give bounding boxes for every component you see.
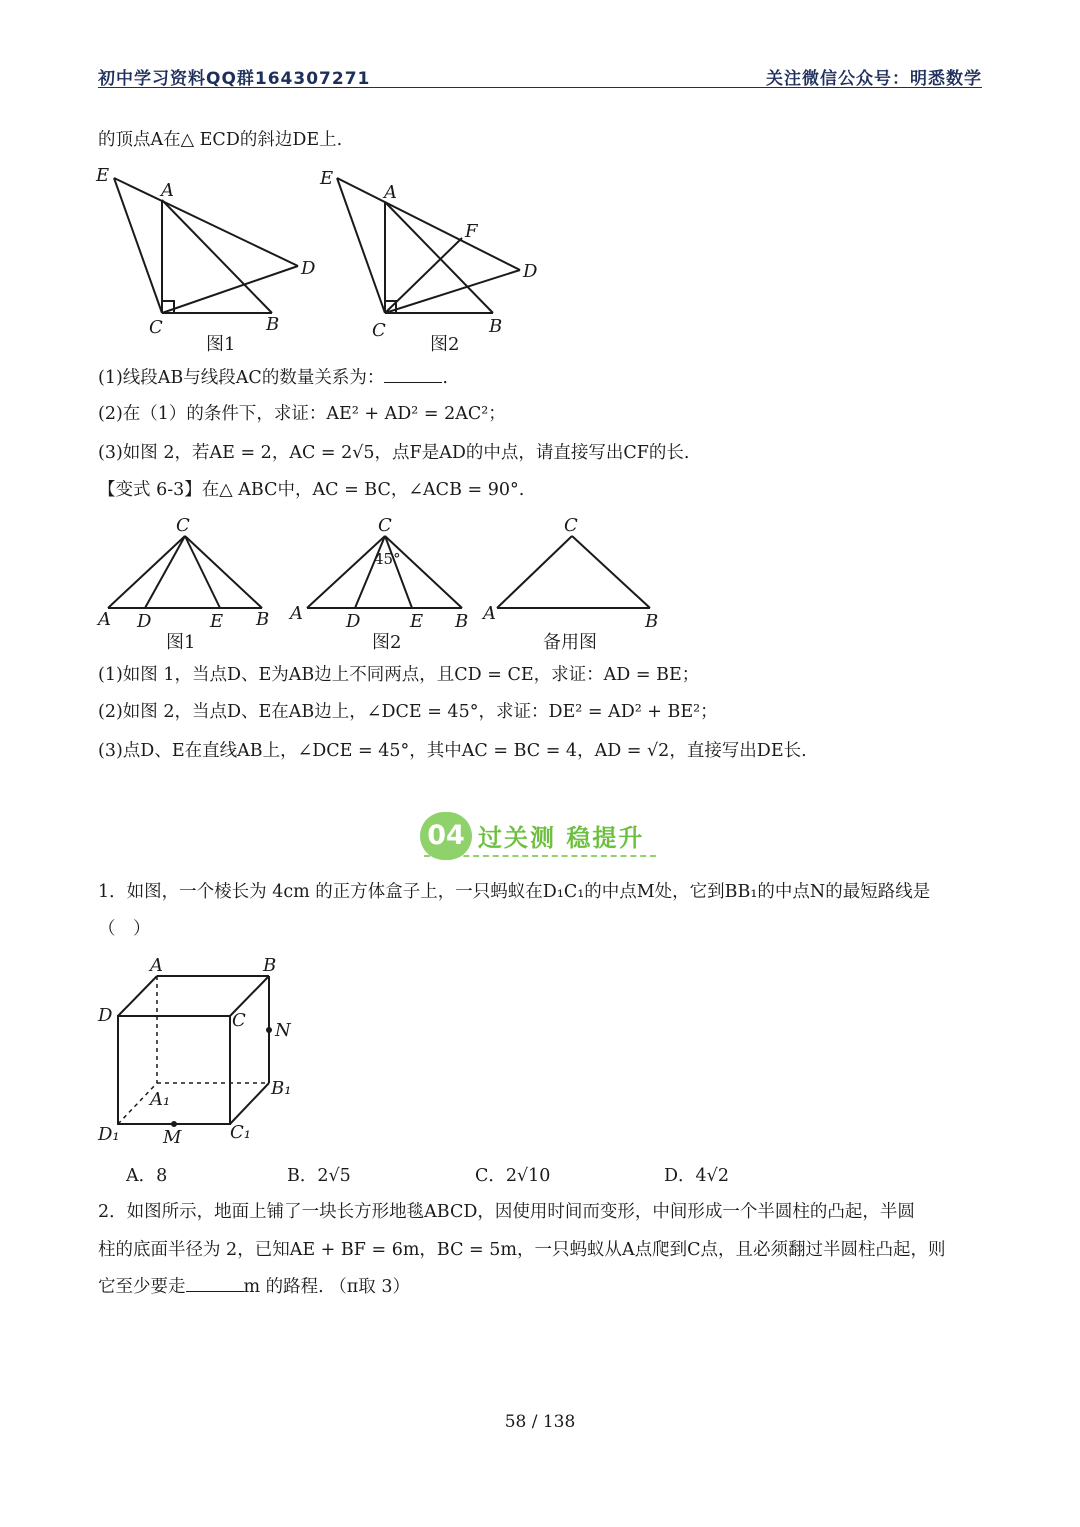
vfig2-label-b: B	[455, 611, 469, 632]
cube-label-b: B	[263, 955, 277, 976]
variant-part3: (3)点D、E在直线AB上，∠DCE = 45°，其中AC = BC = 4，AD = √2，直接写出DE长.	[98, 741, 807, 761]
cube-label-d: D	[98, 1005, 113, 1026]
cube-label-a1: A₁	[150, 1089, 171, 1110]
option-d[interactable]: D．4√2	[664, 1166, 729, 1186]
variant-heading	[98, 478, 524, 502]
answer-blank-2[interactable]	[186, 1275, 244, 1292]
section-title: 过关测 稳提升	[478, 824, 645, 852]
fig2-label-c: C	[372, 320, 386, 341]
cube-label-a: A	[150, 955, 163, 976]
option-a[interactable]: A．8	[126, 1166, 168, 1186]
variant-tag: 【变式 6-3】	[98, 480, 202, 500]
problem2-line1: 2．如图所示，地面上铺了一块长方形地毯ABCD，因使用时间而变形，中间形成一个半圆柱的凸起，半圆	[98, 1202, 915, 1222]
cube-label-n: N	[275, 1020, 291, 1041]
q6-part1-text: (1)线段AB与线段AC的数量关系为：	[98, 368, 385, 388]
option-b[interactable]: B．2√5	[287, 1166, 351, 1186]
fig1-label-b: B	[266, 314, 280, 335]
fig2-label-f: F	[465, 221, 478, 242]
vfig3-label-a: A	[483, 603, 496, 624]
q6-part1-end: .	[442, 368, 448, 388]
problem2-line2: 柱的底面半径为 2，已知AE + BF = 6m，BC = 5m，一只蚂蚁从A点爬到C点，且必须翻过半圆柱凸起，则	[98, 1240, 946, 1260]
problem1-paren: （ ）	[98, 919, 151, 939]
vfig1-label-b: B	[256, 609, 270, 630]
vfig2-caption: 图2	[372, 632, 402, 653]
cube-figure	[118, 976, 272, 1127]
cube-label-c: C	[232, 1010, 246, 1031]
fig2-triangles	[337, 178, 520, 313]
variant-part2: (2)如图 2，当点D、E在AB边上，∠DCE = 45°，求证：DE² = AD² + BE²；	[98, 702, 718, 722]
problem2-line3-post: m 的路程. （π取 3）	[243, 1277, 410, 1297]
fig1-triangles	[114, 178, 298, 313]
option-c[interactable]: C．2√10	[475, 1166, 551, 1186]
variant-fig3	[497, 536, 650, 608]
vfig2-label-d: D	[346, 611, 361, 632]
vfig3-caption: 备用图	[543, 632, 597, 653]
vfig3-label-c: C	[564, 515, 578, 536]
page-number: 58 / 138	[504, 1412, 576, 1432]
section-number-badge: 04	[420, 812, 472, 860]
problem1-text: 1．如图，一个棱长为 4cm 的正方体盒子上，一只蚂蚁在D₁C₁的中点M处，它到BB₁的中点N的最短路线是	[98, 882, 931, 902]
fig2-label-d: D	[523, 261, 538, 282]
fig2-label-a: A	[384, 182, 397, 203]
cube-label-c1: C₁	[230, 1122, 251, 1143]
vfig1-caption: 图1	[166, 632, 196, 653]
answer-blank-1[interactable]	[384, 366, 442, 383]
fig2-label-b: B	[489, 316, 503, 337]
vfig3-label-b: B	[645, 611, 659, 632]
section-underline	[424, 855, 656, 857]
header-right: 关注微信公众号：明悉数学	[766, 69, 982, 89]
vfig1-label-e: E	[210, 611, 224, 632]
fig2-label-e: E	[320, 168, 334, 189]
fig1-label-e: E	[96, 165, 110, 186]
vfig2-label-c: C	[378, 515, 392, 536]
vfig2-label-a: A	[290, 603, 303, 624]
problem2-line3-pre: 它至少要走	[98, 1277, 186, 1297]
variant-fig1	[108, 536, 262, 608]
q6-part2: (2)在（1）的条件下，求证：AE² + AD² = 2AC²；	[98, 404, 506, 424]
vfig2-label-e: E	[410, 611, 424, 632]
fig1-caption: 图1	[206, 334, 236, 355]
fig2-caption: 图2	[430, 334, 460, 355]
fig1-label-c: C	[149, 317, 163, 338]
variant-stem: 在△ ABC中，AC = BC，∠ACB = 90°.	[201, 480, 525, 500]
header-left: 初中学习资料QQ群164307271	[98, 69, 371, 89]
vfig1-label-d: D	[137, 611, 152, 632]
fig1-label-d: D	[301, 258, 316, 279]
cube-label-d1: D₁	[98, 1124, 120, 1145]
q6-part1	[98, 366, 448, 390]
cube-label-m: M	[163, 1127, 182, 1148]
vfig2-angle: 45°	[374, 550, 401, 568]
vfig1-label-a: A	[98, 609, 111, 630]
vfig1-label-c: C	[176, 515, 190, 536]
problem2-line3	[98, 1275, 410, 1299]
cube-label-b1: B₁	[271, 1078, 292, 1099]
fig1-label-a: A	[161, 180, 174, 201]
intro-line: 的顶点A在△ ECD的斜边DE上.	[98, 130, 343, 150]
variant-fig2	[307, 536, 462, 608]
variant-part1: (1)如图 1，当点D、E为AB边上不同两点，且CD = CE，求证：AD = BE；	[98, 665, 700, 685]
q6-part3: (3)如图 2，若AE = 2，AC = 2√5，点F是AD的中点，请直接写出CF的长.	[98, 443, 690, 463]
